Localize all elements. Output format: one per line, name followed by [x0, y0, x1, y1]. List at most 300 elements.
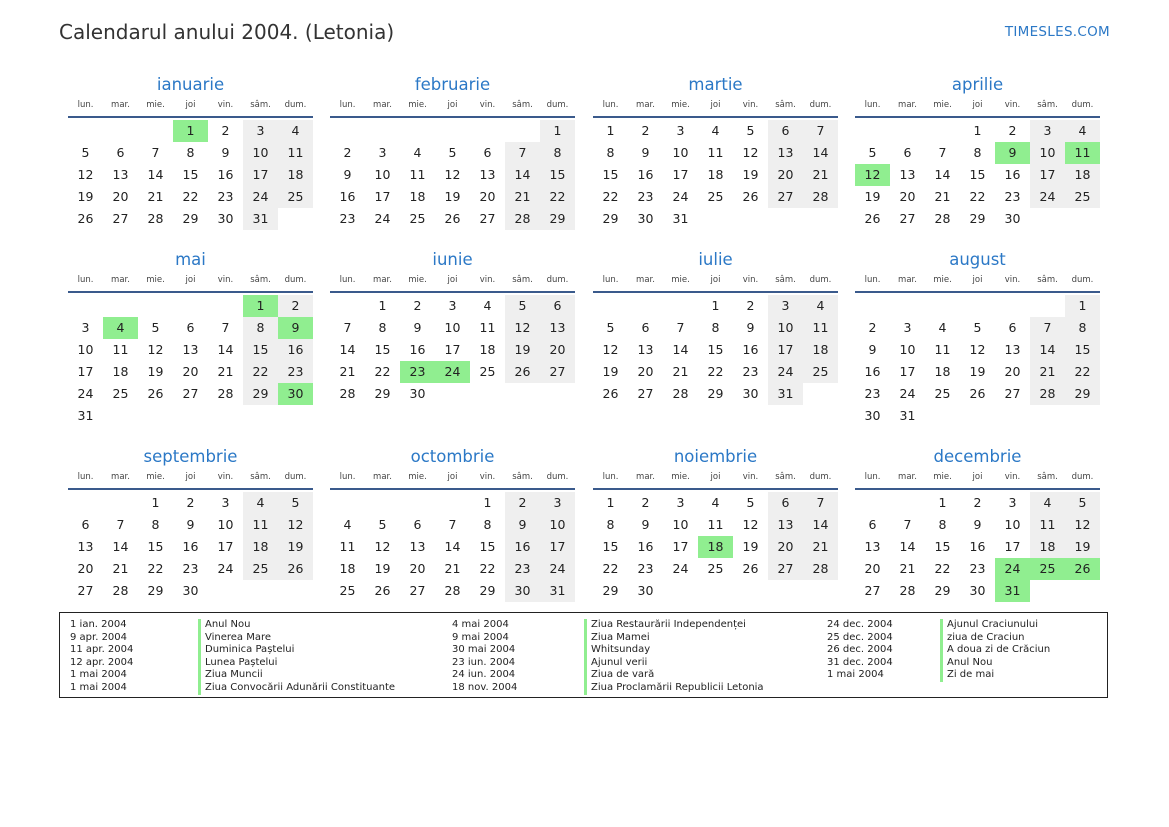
empty-cell: [173, 295, 208, 317]
holiday-date: 1 mai 2004: [70, 669, 127, 681]
day-cell: 14: [505, 164, 540, 186]
holiday-date: 24 dec. 2004: [827, 619, 893, 630]
weekday-label: mie.: [671, 275, 690, 285]
month-name: ianuarie: [156, 75, 225, 94]
empty-cell: [330, 295, 365, 317]
holiday-name: A doua zi de Crăciun: [940, 644, 1050, 657]
day-cell: 15: [969, 167, 986, 182]
empty-cell: [138, 120, 173, 142]
empty-cell: [628, 295, 663, 317]
day-cell: 31: [672, 211, 689, 226]
holiday-day-cell: 9: [278, 317, 313, 339]
weekday-header: [855, 470, 1100, 484]
weekday-label: vin.: [217, 100, 234, 110]
day-cell: 24: [540, 558, 575, 580]
day-cell: 11: [278, 142, 313, 164]
holiday-day-cell: 1: [173, 120, 208, 142]
day-cell: 6: [413, 517, 422, 532]
day-cell: 21: [1030, 361, 1065, 383]
holiday-name: Ziua Proclamării Republicii Letonia: [584, 682, 764, 695]
day-cell: 5: [606, 320, 615, 335]
day-cell: 26: [864, 211, 881, 226]
day-cell: 13: [479, 167, 496, 182]
holiday-day-cell: 26: [1065, 558, 1100, 580]
day-cell: 27: [1004, 386, 1021, 401]
day-cell: 18: [243, 536, 278, 558]
day-cell: 18: [803, 339, 838, 361]
day-cell: 13: [409, 539, 426, 554]
holiday-day-cell: 1: [243, 295, 278, 317]
weekday-label: joi: [972, 100, 983, 110]
day-cell: 10: [899, 342, 916, 357]
day-cell: 3: [81, 320, 90, 335]
day-cell: 12: [278, 514, 313, 536]
day-cell: 20: [1004, 364, 1021, 379]
day-cell: 29: [479, 583, 496, 598]
holiday-date: 12 apr. 2004: [70, 656, 134, 668]
day-cell: 17: [540, 536, 575, 558]
header-divider: [855, 291, 1100, 293]
day-cell: 23: [637, 561, 654, 576]
day-cell: 19: [602, 364, 619, 379]
weekday-label: lun.: [339, 100, 356, 110]
day-cell: 31: [243, 208, 278, 230]
month-martie: [593, 74, 838, 230]
day-cell: 26: [505, 361, 540, 383]
weekday-label: mie.: [408, 100, 427, 110]
weekday-label: dum.: [546, 275, 569, 285]
day-cell: 22: [182, 189, 199, 204]
day-cell: 6: [540, 295, 575, 317]
header-divider: [68, 291, 313, 293]
day-cell: 10: [444, 320, 461, 335]
empty-cell: [435, 492, 470, 514]
day-cell: 8: [186, 145, 195, 160]
day-cell: 19: [374, 561, 391, 576]
day-cell: 23: [505, 558, 540, 580]
day-cell: 2: [221, 123, 230, 138]
weekday-label: dum.: [546, 100, 569, 110]
weekday-label: dum.: [1071, 100, 1094, 110]
day-cell: 22: [374, 364, 391, 379]
day-cell: 26: [278, 558, 313, 580]
day-cell: 9: [221, 145, 230, 160]
day-cell: 1: [151, 495, 160, 510]
brand-link[interactable]: TIMESLES.COM: [1004, 24, 1110, 40]
weekday-header: [68, 273, 313, 287]
day-cell: 17: [77, 364, 94, 379]
day-cell: 15: [147, 539, 164, 554]
weekday-label: vin.: [479, 275, 496, 285]
day-cell: 10: [672, 145, 689, 160]
day-cell: 17: [1030, 164, 1065, 186]
day-cell: 14: [934, 167, 951, 182]
day-cell: 28: [217, 386, 234, 401]
day-cell: 20: [899, 189, 916, 204]
day-cell: 19: [864, 189, 881, 204]
day-cell: 13: [1004, 342, 1021, 357]
day-cell: 12: [505, 317, 540, 339]
day-cell: 29: [243, 383, 278, 405]
day-cell: 6: [641, 320, 650, 335]
empty-cell: [1030, 295, 1065, 317]
weekday-header: [855, 273, 1100, 287]
day-cell: 19: [147, 364, 164, 379]
holiday-date: 26 dec. 2004: [827, 644, 893, 656]
weekday-label: sâm.: [250, 275, 271, 285]
day-cell: 1: [1065, 295, 1100, 317]
empty-cell: [960, 295, 995, 317]
weekday-label: mie.: [933, 275, 952, 285]
day-cell: 5: [746, 495, 755, 510]
month-iulie: [593, 249, 838, 405]
day-cell: 15: [602, 539, 619, 554]
day-cell: 19: [77, 189, 94, 204]
day-cell: 31: [899, 408, 916, 423]
day-cell: 18: [339, 561, 356, 576]
weekday-label: mie.: [933, 100, 952, 110]
day-cell: 10: [77, 342, 94, 357]
day-cell: 15: [934, 539, 951, 554]
day-cell: 24: [672, 561, 689, 576]
day-cell: 21: [803, 164, 838, 186]
header-divider: [330, 291, 575, 293]
day-cell: 25: [1065, 186, 1100, 208]
day-cell: 30: [409, 386, 426, 401]
day-cell: 16: [278, 339, 313, 361]
weekday-label: joi: [710, 100, 721, 110]
day-cell: 15: [182, 167, 199, 182]
holiday-day-cell: 18: [698, 536, 733, 558]
holiday-name: Ajunul verii: [584, 657, 764, 670]
day-cell: 2: [641, 495, 650, 510]
empty-cell: [925, 120, 960, 142]
day-cell: 20: [540, 339, 575, 361]
day-cell: 13: [182, 342, 199, 357]
day-cell: 23: [1004, 189, 1021, 204]
holiday-name: Lunea Paștelui: [198, 657, 395, 670]
empty-cell: [103, 295, 138, 317]
day-cell: 28: [803, 558, 838, 580]
day-cell: 3: [540, 492, 575, 514]
weekday-label: dum.: [1071, 472, 1094, 482]
holiday-name: Ziua de vară: [584, 669, 764, 682]
day-cell: 29: [182, 211, 199, 226]
holiday-date: 31 dec. 2004: [827, 656, 893, 668]
holiday-day-cell: 31: [995, 580, 1030, 602]
weekday-header: [330, 470, 575, 484]
day-cell: 13: [540, 317, 575, 339]
day-cell: 11: [339, 539, 356, 554]
day-cell: 31: [540, 580, 575, 602]
day-cell: 9: [746, 320, 755, 335]
holiday-day-cell: 25: [1030, 558, 1065, 580]
holiday-date: 24 iun. 2004: [452, 669, 516, 681]
day-cell: 2: [413, 298, 422, 313]
day-cell: 12: [602, 342, 619, 357]
day-cell: 17: [374, 189, 391, 204]
day-cell: 13: [77, 539, 94, 554]
day-cell: 11: [803, 317, 838, 339]
day-cell: 29: [707, 386, 724, 401]
day-cell: 7: [903, 517, 912, 532]
day-cell: 18: [1065, 164, 1100, 186]
weekday-label: vin.: [1004, 472, 1021, 482]
day-cell: 1: [711, 298, 720, 313]
day-cell: 20: [112, 189, 129, 204]
weekday-label: sâm.: [775, 275, 796, 285]
day-cell: 13: [899, 167, 916, 182]
weekday-label: joi: [447, 100, 458, 110]
holiday-name: Zi de mai: [940, 669, 1050, 682]
month-name: octombrie: [410, 447, 495, 466]
day-cell: 19: [1065, 536, 1100, 558]
day-cell: 8: [540, 142, 575, 164]
weekday-label: dum.: [546, 472, 569, 482]
day-cell: 27: [540, 361, 575, 383]
day-cell: 5: [378, 517, 387, 532]
weekday-label: mie.: [933, 472, 952, 482]
day-cell: 2: [868, 320, 877, 335]
weekday-label: sâm.: [775, 100, 796, 110]
empty-cell: [855, 492, 890, 514]
day-cell: 21: [339, 364, 356, 379]
day-cell: 9: [505, 514, 540, 536]
day-cell: 4: [1065, 120, 1100, 142]
day-cell: 16: [339, 189, 356, 204]
weekday-label: sâm.: [512, 100, 533, 110]
day-cell: 4: [938, 320, 947, 335]
day-cell: 27: [637, 386, 654, 401]
empty-cell: [365, 492, 400, 514]
day-cell: 21: [444, 561, 461, 576]
day-grid: [68, 295, 313, 427]
holiday-name: Ziua Restaurării Independenței: [584, 619, 764, 632]
day-cell: 12: [374, 539, 391, 554]
weekday-header: [593, 470, 838, 484]
day-cell: 26: [969, 386, 986, 401]
day-cell: 13: [637, 342, 654, 357]
day-cell: 8: [378, 320, 387, 335]
weekday-label: dum.: [284, 100, 307, 110]
weekday-label: dum.: [1071, 275, 1094, 285]
empty-cell: [68, 295, 103, 317]
day-cell: 17: [444, 342, 461, 357]
day-cell: 30: [505, 580, 540, 602]
day-cell: 8: [938, 517, 947, 532]
day-cell: 8: [483, 517, 492, 532]
day-cell: 2: [973, 495, 982, 510]
weekday-label: vin.: [217, 275, 234, 285]
day-cell: 5: [1065, 492, 1100, 514]
weekday-header: [593, 98, 838, 112]
day-cell: 21: [934, 189, 951, 204]
day-cell: 7: [151, 145, 160, 160]
day-cell: 23: [864, 386, 881, 401]
day-cell: 3: [221, 495, 230, 510]
weekday-label: lun.: [77, 100, 94, 110]
weekday-label: mar.: [373, 275, 392, 285]
day-cell: 30: [742, 386, 759, 401]
day-cell: 20: [182, 364, 199, 379]
day-cell: 16: [409, 342, 426, 357]
day-cell: 24: [217, 561, 234, 576]
holiday-day-cell: 24: [435, 361, 470, 383]
day-cell: 22: [243, 361, 278, 383]
month-name: septembrie: [143, 447, 238, 466]
day-cell: 26: [742, 561, 759, 576]
empty-cell: [138, 295, 173, 317]
day-cell: 14: [1030, 339, 1065, 361]
holiday-date: 23 iun. 2004: [452, 656, 516, 668]
day-cell: 27: [479, 211, 496, 226]
day-cell: 2: [186, 495, 195, 510]
day-cell: 5: [973, 320, 982, 335]
day-cell: 14: [444, 539, 461, 554]
empty-cell: [400, 492, 435, 514]
day-cell: 13: [112, 167, 129, 182]
month-ianuarie: [68, 74, 313, 230]
day-cell: 9: [413, 320, 422, 335]
day-cell: 24: [1030, 186, 1065, 208]
weekday-label: mar.: [898, 472, 917, 482]
day-cell: 16: [217, 167, 234, 182]
day-cell: 18: [1030, 536, 1065, 558]
day-cell: 15: [602, 167, 619, 182]
weekday-label: lun.: [602, 100, 619, 110]
weekday-label: joi: [972, 275, 983, 285]
day-cell: 7: [343, 320, 352, 335]
weekday-label: joi: [972, 472, 983, 482]
month-aprilie: [855, 74, 1100, 230]
empty-cell: [890, 120, 925, 142]
weekday-label: lun.: [864, 472, 881, 482]
day-cell: 27: [768, 558, 803, 580]
holiday-names-column: [198, 619, 395, 695]
holiday-name: Ziua Convocării Adunării Constituante: [198, 682, 395, 695]
day-cell: 7: [116, 517, 125, 532]
day-cell: 23: [969, 561, 986, 576]
empty-cell: [855, 120, 890, 142]
page-title: Calendarul anului 2004. (Letonia): [59, 20, 395, 44]
day-cell: 15: [479, 539, 496, 554]
day-cell: 4: [711, 123, 720, 138]
day-cell: 30: [1004, 211, 1021, 226]
day-cell: 20: [77, 561, 94, 576]
empty-cell: [995, 295, 1030, 317]
day-cell: 7: [1030, 317, 1065, 339]
weekday-label: joi: [710, 472, 721, 482]
header-divider: [330, 488, 575, 490]
day-cell: 8: [1065, 317, 1100, 339]
day-grid: [855, 295, 1100, 427]
day-cell: 6: [186, 320, 195, 335]
day-cell: 28: [112, 583, 129, 598]
day-cell: 24: [374, 211, 391, 226]
weekday-label: dum.: [284, 472, 307, 482]
day-cell: 19: [969, 364, 986, 379]
day-cell: 18: [934, 364, 951, 379]
day-cell: 23: [742, 364, 759, 379]
day-cell: 16: [182, 539, 199, 554]
holiday-name: ziua de Craciun: [940, 632, 1050, 645]
month-octombrie: [330, 446, 575, 602]
day-cell: 2: [278, 295, 313, 317]
weekday-label: joi: [185, 100, 196, 110]
day-cell: 5: [868, 145, 877, 160]
empty-cell: [505, 120, 540, 142]
weekday-label: sâm.: [512, 275, 533, 285]
day-cell: 10: [243, 142, 278, 164]
day-cell: 20: [768, 164, 803, 186]
holiday-date: 4 mai 2004: [452, 619, 509, 630]
day-cell: 6: [903, 145, 912, 160]
empty-cell: [68, 120, 103, 142]
header-divider: [593, 116, 838, 118]
day-cell: 13: [864, 539, 881, 554]
header-divider: [330, 116, 575, 118]
weekday-label: joi: [185, 472, 196, 482]
holiday-name: Ziua Mamei: [584, 632, 764, 645]
day-cell: 18: [707, 167, 724, 182]
day-cell: 8: [606, 517, 615, 532]
day-cell: 10: [374, 167, 391, 182]
holiday-name: Anul Nou: [940, 657, 1050, 670]
day-cell: 29: [602, 211, 619, 226]
day-cell: 3: [1008, 495, 1017, 510]
day-cell: 14: [339, 342, 356, 357]
month-septembrie: [68, 446, 313, 602]
day-cell: 26: [77, 211, 94, 226]
weekday-label: mar.: [898, 100, 917, 110]
day-cell: 14: [672, 342, 689, 357]
day-cell: 26: [444, 211, 461, 226]
day-cell: 19: [444, 189, 461, 204]
day-grid: [593, 295, 838, 405]
weekday-label: vin.: [742, 472, 759, 482]
day-cell: 5: [81, 145, 90, 160]
day-cell: 27: [409, 583, 426, 598]
empty-cell: [330, 120, 365, 142]
day-cell: 4: [413, 145, 422, 160]
day-cell: 23: [182, 561, 199, 576]
day-cell: 21: [899, 561, 916, 576]
weekday-header: [330, 98, 575, 112]
day-cell: 20: [479, 189, 496, 204]
day-cell: 27: [182, 386, 199, 401]
empty-cell: [890, 492, 925, 514]
day-cell: 1: [483, 495, 492, 510]
weekday-label: lun.: [339, 472, 356, 482]
day-cell: 5: [151, 320, 160, 335]
day-cell: 25: [278, 186, 313, 208]
day-cell: 27: [112, 211, 129, 226]
weekday-label: sâm.: [1037, 100, 1058, 110]
day-cell: 17: [672, 539, 689, 554]
empty-cell: [925, 295, 960, 317]
day-cell: 3: [676, 123, 685, 138]
day-cell: 2: [746, 298, 755, 313]
weekday-label: dum.: [284, 275, 307, 285]
holiday-date: 1 mai 2004: [70, 681, 127, 693]
day-cell: 1: [973, 123, 982, 138]
header-divider: [68, 488, 313, 490]
day-cell: 15: [540, 164, 575, 186]
day-cell: 6: [483, 145, 492, 160]
day-cell: 18: [479, 342, 496, 357]
day-cell: 10: [1030, 142, 1065, 164]
day-cell: 4: [711, 495, 720, 510]
